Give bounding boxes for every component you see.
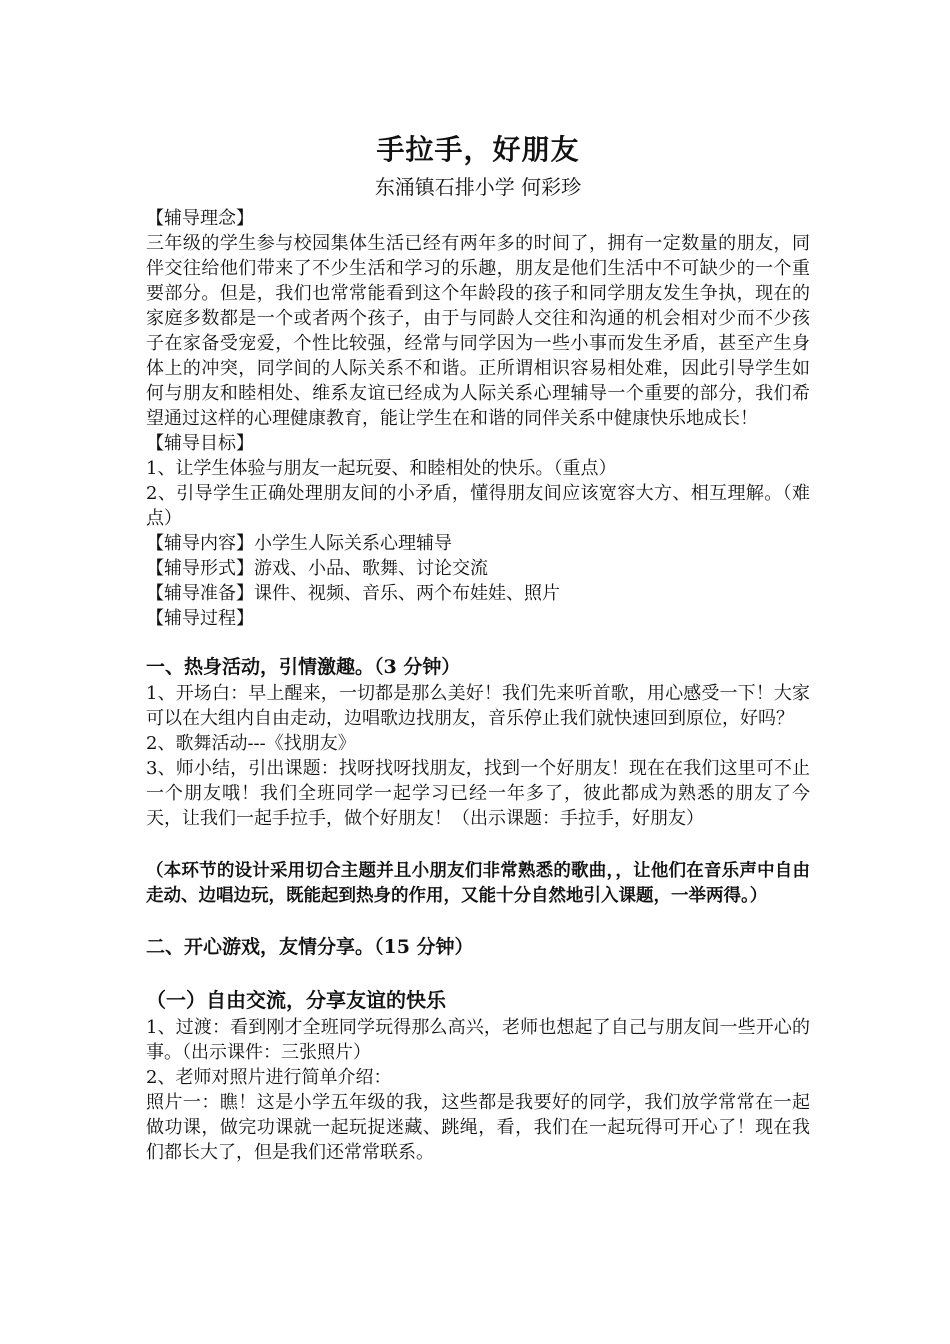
part1-design-note: （本环节的设计采用切合主题并且小朋友们非常熟悉的歌曲，，让他们在音乐声中自由走动、边唱边玩，既能起到热身的作用，又能十分自然地引入课题，一举两得。）: [146, 861, 810, 906]
prep-line: 【辅导准备】课件、视频、音乐、两个布娃娃、照片: [146, 583, 560, 604]
part1-heading: 一、热身活动，引情激趣。（3 分钟）: [146, 656, 461, 678]
part2-heading: 二、开心游戏，友情分享。（15 分钟）: [146, 936, 474, 958]
form-line: 【辅导形式】游戏、小品、歌舞、讨论交流: [146, 558, 488, 579]
spacer: [146, 909, 810, 933]
part2-sub-heading: （一）自由交流，分享友谊的快乐: [146, 988, 446, 1012]
part2-photo-1: 照片一：瞧！这是小学五年级的我，这些都是我要好的同学，我们放学常常在一起做功课，做完功课就一起玩捉迷藏、跳绳，看，我们在一起玩得可开心了！现在我们都长大了，但是我们还常常联系。: [146, 1092, 810, 1163]
goal-label: 【辅导目标】: [146, 433, 254, 454]
spacer: [146, 961, 810, 985]
part1-item-1: 1、开场白：早上醒来，一切都是那么美好！我们先来听首歌，用心感受一下！大家可以在大组内自由走动，边唱歌边找朋友，音乐停止我们就快速回到原位，好吗？: [146, 683, 810, 729]
concept-text: 三年级的学生参与校园集体生活已经有两年多的时间了，拥有一定数量的朋友，同伴交往给他们带来了不少生活和学习的乐趣，朋友是他们生活中不可缺少的一个重要部分。但是，我们也常常能看到这个年龄段的孩子和同学朋友发生争执，现在的家庭多数都是一个或者两个孩子，由于与同龄人交往和沟通的机会相对少而不少孩子在家备受宠爱，个性比较强，经常与同学因为一些小事而发生矛盾，甚至产生身体上的冲突，同学间的人际关系不和谐。正所谓相识容易相处难，因此引导学生如何与朋友和睦相处、维系友谊已经成为人际关系心理辅导一个重要的部分，我们希望通过这样的心理健康教育，能让学生在和谐的同伴关系中健康快乐地成长！: [146, 233, 810, 429]
goal-item-1: 1、让学生体验与朋友一起玩耍、和睦相处的快乐。（重点）: [146, 458, 617, 479]
document-title: 手拉手，好朋友: [376, 133, 580, 166]
content-line: 【辅导内容】小学生人际关系心理辅导: [146, 533, 452, 554]
part2-item-1: 1、过渡：看到刚才全班同学玩得那么高兴，老师也想起了自己与朋友间一些开心的事。（出示课件：三张照片）: [146, 1017, 810, 1063]
goal-item-2: 2、引导学生正确处理朋友间的小矛盾，懂得朋友间应该宽容大方、相互理解。（难点）: [146, 483, 810, 529]
author-line: 东涌镇石排小学 何彩珍: [374, 175, 582, 199]
spacer: [146, 631, 810, 653]
part1-item-2: 2、歌舞活动---《找朋友》: [146, 733, 356, 754]
part1-item-3: 3、师小结，引出课题：找呀找呀找朋友，找到一个好朋友！现在在我们这里可不止一个朋友哦！我们全班同学一起学习已经一年多了，彼此都成为熟悉的朋友了今天，让我们一起手拉手，做个好朋友！（出示课题：手拉手，好朋友）: [146, 758, 810, 829]
concept-label: 【辅导理念】: [146, 208, 254, 229]
spacer: [146, 831, 810, 859]
process-label: 【辅导过程】: [146, 608, 254, 629]
part2-item-2: 2、老师对照片进行简单介绍：: [146, 1067, 392, 1088]
